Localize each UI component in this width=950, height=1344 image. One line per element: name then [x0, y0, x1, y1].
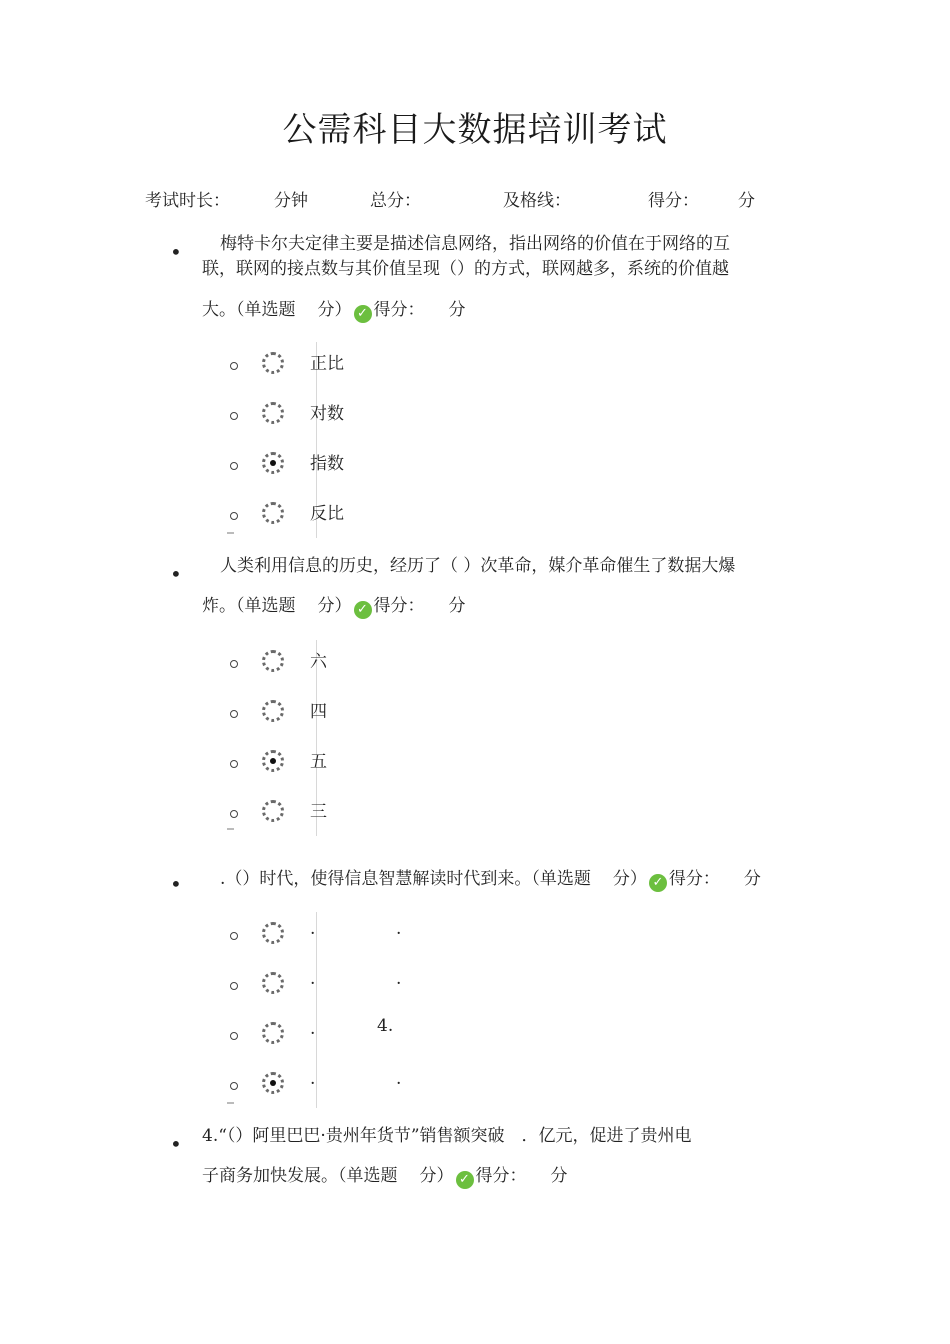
radio-button-selected[interactable]: [262, 1072, 284, 1094]
option-label: 四: [310, 702, 327, 722]
option-label: 指数: [310, 454, 344, 474]
option-label: 对数: [310, 404, 344, 424]
bullet: •: [170, 240, 182, 264]
question-1-meta: 大。（单选题 分） ✓ 得分： 分: [202, 300, 466, 321]
radio-button[interactable]: [262, 972, 284, 994]
question-2-text-line1: 人类利用信息的历史，经历了（ ）次革命，媒介革命催生了数据大爆: [220, 556, 736, 576]
option-label: 五: [310, 752, 327, 772]
question-1-text-line2: 联，联网的接点数与其价值呈现（）的方式，联网越多，系统的价值越: [202, 259, 729, 279]
option-row[interactable]: [0, 502, 950, 532]
radio-button[interactable]: [262, 650, 284, 672]
radio-button-selected[interactable]: [262, 452, 284, 474]
option-label: 六: [310, 652, 327, 672]
check-icon: ✓: [354, 305, 372, 323]
option-value: 4.: [377, 1016, 394, 1036]
option-label: .: [310, 1069, 316, 1089]
radio-button[interactable]: [262, 402, 284, 424]
radio-button[interactable]: [262, 352, 284, 374]
option-row[interactable]: [0, 402, 950, 432]
option-label: 三: [310, 802, 327, 822]
bullet: •: [170, 1132, 182, 1156]
question-4-text-line1: 4.“（）阿里巴巴·贵州年货节”销售额突破 ．亿元，促进了贵州电: [202, 1126, 692, 1146]
option-label: .: [310, 1019, 316, 1039]
score-label: 得分：: [648, 191, 699, 211]
option-row[interactable]: [0, 700, 950, 730]
question-4-meta: 子商务加快发展。（单选题 分） ✓ 得分： 分: [202, 1166, 568, 1187]
option-row[interactable]: [0, 969, 950, 1002]
radio-button[interactable]: [262, 700, 284, 722]
duration-label: 考试时长：: [145, 191, 230, 211]
option-row[interactable]: [0, 452, 950, 482]
option-row[interactable]: [0, 919, 950, 952]
check-icon: ✓: [649, 874, 667, 892]
option-value: .: [396, 969, 402, 989]
option-row[interactable]: [0, 352, 950, 382]
question-1-text-line1: 梅特卡尔夫定律主要是描述信息网络，指出网络的价值在于网络的互: [220, 234, 730, 254]
option-row[interactable]: [0, 1069, 950, 1102]
bullet: •: [170, 872, 182, 896]
check-icon: ✓: [354, 601, 372, 619]
option-label: 反比: [310, 504, 344, 524]
radio-button[interactable]: [262, 1022, 284, 1044]
option-label: 正比: [310, 354, 344, 374]
radio-button[interactable]: [262, 922, 284, 944]
score-unit: 分: [738, 191, 755, 211]
option-row[interactable]: [0, 650, 950, 680]
radio-button[interactable]: [262, 800, 284, 822]
radio-button[interactable]: [262, 502, 284, 524]
option-value: .: [396, 919, 402, 939]
question-2-meta: 炸。（单选题 分） ✓ 得分： 分: [202, 596, 466, 617]
question-3-meta: .（）时代，使得信息智慧解读时代到来。（单选题 分） ✓ 得分： 分: [220, 869, 761, 890]
option-label: .: [310, 919, 316, 939]
check-icon: ✓: [456, 1171, 474, 1189]
minutes-unit: 分钟: [274, 191, 308, 211]
bullet: •: [170, 562, 182, 586]
pass-line-label: 及格线：: [503, 191, 571, 211]
option-row[interactable]: [0, 750, 950, 780]
option-row[interactable]: [0, 1016, 950, 1052]
option-label: .: [310, 969, 316, 989]
total-score-label: 总分：: [370, 191, 421, 211]
option-value: .: [396, 1069, 402, 1089]
radio-button-selected[interactable]: [262, 750, 284, 772]
page-title: 公需科目大数据培训考试: [282, 110, 668, 150]
option-row[interactable]: [0, 800, 950, 830]
question-3-text: .（）时代，使得信息智慧解读时代到来。（单选题: [220, 869, 591, 889]
